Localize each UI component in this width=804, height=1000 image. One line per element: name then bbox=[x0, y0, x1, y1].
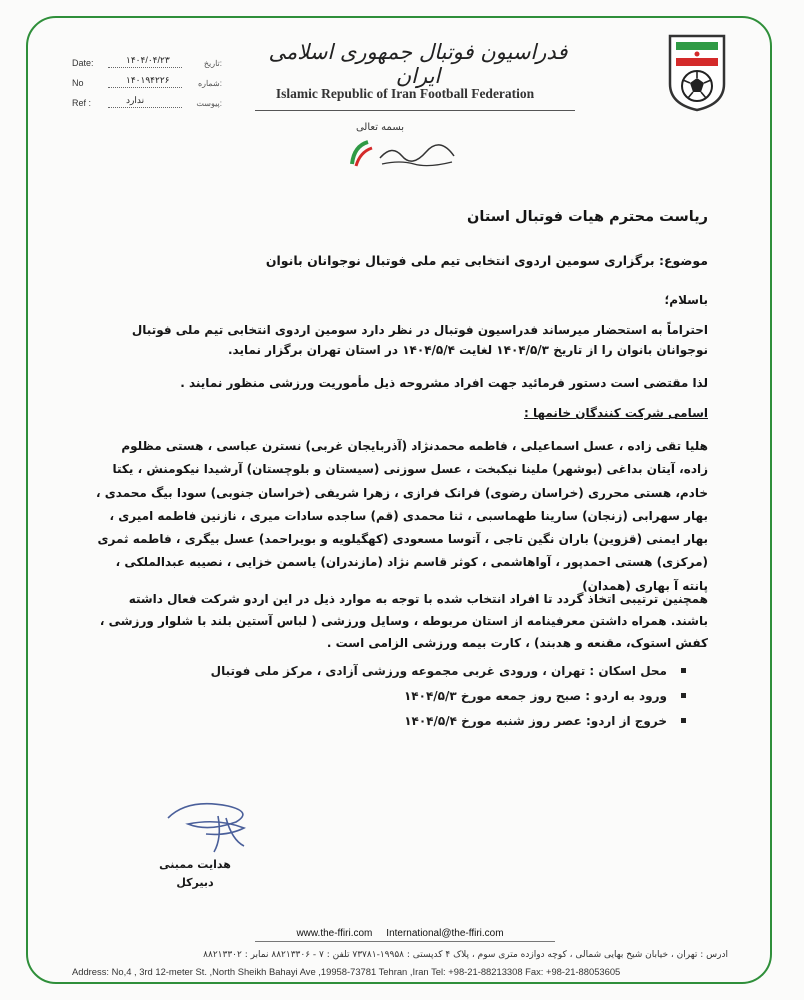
paragraph-request: لذا مقتضی است دستور فرمائید جهت افراد مشروحه ذیل مأموریت ورزشی منظور نمایند . bbox=[180, 376, 708, 390]
paragraph-requirements: همچنین ترتیبی اتخاذ گردد تا افراد انتخاب شده با توجه به موارد ذیل در این اردو شرکت فعال داشته باشند. همراه داشتن معرفینامه از استان مربوطه ، وسایل ورزشی ( لباس آستین بلند با شلوار ورزشی ، کفش استوک، مقنعه و هدبند) ، کارت بیمه ورزشی الزامی است . bbox=[99, 592, 708, 650]
ref-row bbox=[72, 96, 222, 110]
list-item: خروج از اردو: عصر روز شنبه مورخ ۱۴۰۴/۵/۴ bbox=[211, 708, 686, 733]
footer-divider bbox=[255, 941, 555, 942]
ref-label-fa: پیوست: bbox=[196, 98, 222, 108]
number-label: No bbox=[72, 78, 84, 88]
bullet-icon bbox=[681, 693, 686, 698]
date-row bbox=[72, 56, 222, 70]
signer-name: هدایت ممبنی bbox=[159, 858, 231, 871]
addressee: ریاست محترم هیات فوتبال استان bbox=[467, 209, 708, 225]
date-label-fa: تاریخ: bbox=[203, 58, 222, 68]
details-list bbox=[211, 658, 686, 733]
bullet-icon bbox=[681, 668, 686, 673]
footer-contacts bbox=[250, 928, 550, 939]
website-link[interactable]: www.the-ffiri.com bbox=[296, 928, 373, 939]
participants-list: هلیا تقی زاده ، عسل اسماعیلی ، فاطمه محمدنژاد (آذربایجان غربی) نسترن عباسی ، هستی مظلوم زاده، آیتان بداغی (بوشهر) ملینا نیکبخت ، عسل سوزنی (سیستان و بلوچستان) آرشیدا نیکومنش ، یکتا خادم، هستی محرری (خراسان رضوی) فرانک فرازی ، زهرا شریفی (خراسان جنوبی) سودا بیگ محمدی ، بهار سهرابی (زنجان) سارینا طهماسبی ، ثنا محمدی (قم) ساجده سادات میری ، نازنین فاطمه امیری ، بهار ایمنی (قزوین) باران نگین تاجی ، آتوسا مسعودی (کهگیلویه و بویراحمد) عسل بیگری ، فاطمه ثمری (مرکزی) هستی احمدپور ، آواهاشمی ، کوثر قاسم نژاد (مازندران) یاسمن خزایی ، نصیبه عبدالملکی ، پانته آ بهاری (همدان) bbox=[96, 439, 708, 593]
participants-title: اسامی شرکت کنندگان خانمها : bbox=[523, 406, 708, 420]
ref-label: Ref : bbox=[72, 98, 92, 108]
greeting: باسلام؛ bbox=[664, 293, 708, 307]
address-en: Address: No,4 , 3rd 12-meter St. ,North Sheikh Bahayi Ave ,19958-73781 Tehran ,Iran Tel: +98-21-88213308 Fax: +98-21-88053605 bbox=[72, 966, 621, 977]
federation-title-fa: فدراسیون فوتبال جمهوری اسلامی ایران bbox=[268, 40, 568, 88]
federation-title-en: Islamic Republic of Iran Football Federation bbox=[275, 86, 535, 101]
signer-title: دبیرکل bbox=[176, 876, 214, 889]
date-value: ۱۴۰۴/۰۴/۲۳ bbox=[126, 55, 170, 65]
bismillah-text: بسمه تعالی bbox=[355, 122, 405, 133]
subject-line: موضوع: برگزاری سومین اردوی انتخابی تیم ملی فوتبال نوجوانان بانوان bbox=[265, 253, 708, 268]
list-item: محل اسکان : تهران ، ورودی غربی مجموعه ورزشی آزادی ، مرکز ملی فوتبال bbox=[211, 658, 686, 683]
bullet-icon bbox=[681, 718, 686, 723]
email-link[interactable]: International@the-ffiri.com bbox=[386, 928, 504, 939]
address-fa: آدرس : تهران ، خیابان شیخ بهایی شمالی ، کوچه دوازده متری سوم ، پلاک ۴ کدپستی : ۱۹۹۵۸-۷۳۷۸۱ تلفن : ۷ - ۸۸۲۱۳۳۰۶ نمابر : ۸۸۲۱۳۳۰۲ bbox=[203, 950, 728, 960]
ref-value: ندارد bbox=[126, 95, 145, 105]
number-label-fa: شماره: bbox=[197, 78, 222, 88]
header-divider bbox=[255, 110, 575, 111]
number-value: ۱۴۰۱۹۴۲۲۶ bbox=[126, 75, 170, 85]
paragraph-intro: احتراماً به استحضار میرساند فدراسیون فوتبال در نظر دارد سومین اردوی انتخابی تیم ملی فوتبال نوجوانان بانوان را از تاریخ ۱۴۰۴/۵/۳ لغایت ۱۴۰۴/۵/۴ در استان تهران برگزار نماید. bbox=[131, 323, 708, 357]
list-item: ورود به اردو : صبح روز جمعه مورخ ۱۴۰۴/۵/۳ bbox=[211, 683, 686, 708]
federation-logo-icon bbox=[666, 34, 728, 112]
number-row bbox=[72, 76, 222, 90]
letter-meta bbox=[72, 56, 222, 116]
slogan-emblem-icon bbox=[344, 134, 464, 172]
signer-block bbox=[150, 856, 240, 892]
date-label: Date: bbox=[72, 58, 94, 68]
